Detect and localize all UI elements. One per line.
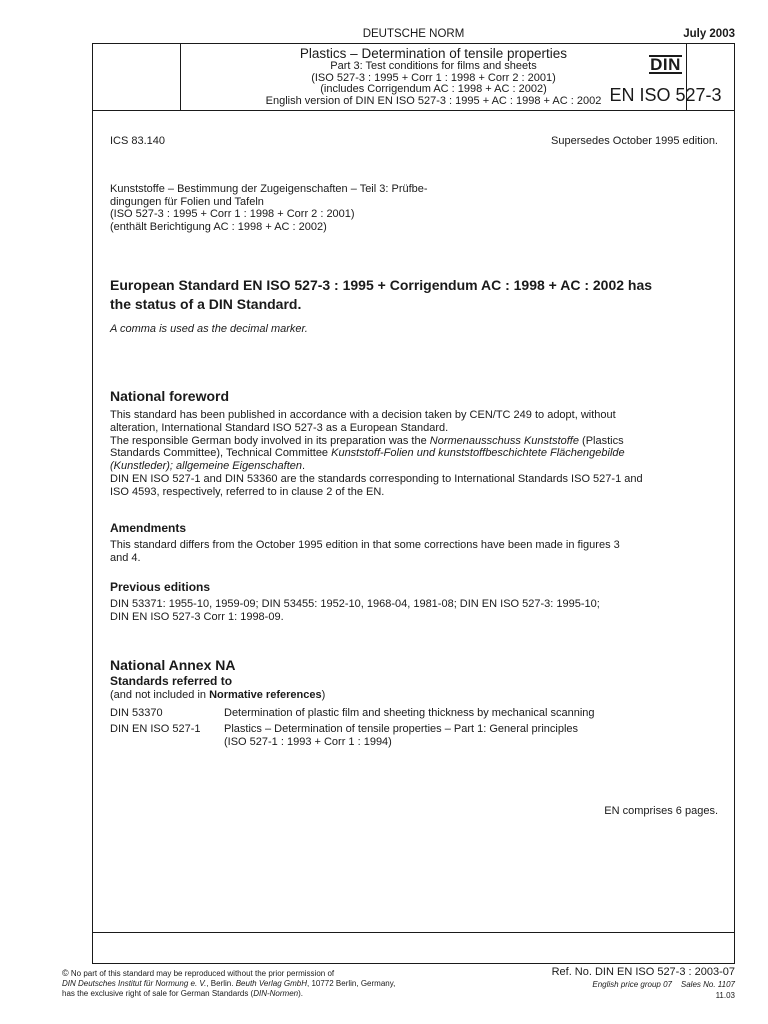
foreword-line: This standard has been published in accordance with a decision taken by CEN/TC 249 to adopt, without — [110, 409, 616, 421]
copyright-notice: © No part of this standard may be reproduced without the prior permission of DIN Deutsches Institut für Normung e. V., Berlin. Beuth Verlag GmbH, 10772 Berlin, Germany, has the exclusive right of sale for German Standards (DIN-Normen). — [62, 968, 396, 998]
previous-editions-line: DIN 53371: 1955-10, 1959-09; DIN 53455: 1952-10, 1968-04, 1981-08; DIN EN ISO 527-3: 1995-10; — [110, 598, 600, 610]
amendments-heading: Amendments — [110, 521, 187, 535]
issue-date: July 2003 — [683, 28, 735, 40]
foreword-line: alteration, International Standard ISO 527-3 as a European Standard. — [110, 421, 449, 434]
page-frame — [92, 43, 735, 964]
german-title-line: dingungen für Folien und Tafeln — [110, 195, 264, 208]
previous-editions-line: DIN EN ISO 527-3 Corr 1: 1998-09. — [110, 611, 284, 623]
page-count: EN comprises 6 pages. — [604, 805, 718, 817]
foreword-heading: National foreword — [110, 388, 230, 404]
german-title-line: Kunststoffe – Bestimmung der Zugeigenschaften – Teil 3: Prüfbe- — [110, 183, 428, 195]
print-code: 11.03 — [715, 991, 735, 1000]
footer-divider — [92, 932, 735, 933]
subtitle-line: (includes Corrigendum AC : 1998 + AC : 2002) — [320, 83, 547, 95]
foreword-line: The responsible German body involved in its preparation was the Normenausschuss Kunststoffe (Plastics — [110, 434, 624, 447]
price-sales-line — [592, 980, 735, 990]
ref-description: Plastics – Determination of tensile properties – Part 1: General principles (ISO 527-1 : 1993 + Corr 1 : 1994) — [224, 723, 579, 748]
norm-label: DEUTSCHE NORM — [362, 28, 465, 40]
subtitle-line: English version of DIN EN ISO 527-3 : 1995 + AC : 1998 + AC : 2002 — [265, 94, 602, 107]
annex-subheading: Standards referred to — [110, 674, 233, 688]
reference-number: Ref. No. DIN EN ISO 527-3 : 2003-07 — [551, 966, 735, 978]
german-title-line: (enthält Berichtigung AC : 1998 + AC : 2002) — [110, 220, 327, 233]
header-box — [92, 43, 735, 111]
ics-code: ICS 83.140 — [110, 135, 166, 147]
foreword-line: Standards Committee), Technical Committee Kunststoff-Folien und kunststoffbeschichtete Flächengebilde — [110, 447, 625, 460]
foreword-line: (Kunstleder); allgemeine Eigenschaften. — [110, 460, 306, 473]
ref-description: Determination of plastic film and sheeting thickness by mechanical scanning — [224, 707, 595, 719]
previous-editions-body — [110, 598, 600, 624]
decimal-note: A comma is used as the decimal marker. — [110, 323, 308, 335]
foreword-line: DIN EN ISO 527-1 and DIN 53360 are the standards corresponding to International Standards ISO 527-1 and — [110, 472, 643, 485]
document-title: Plastics – Determination of tensile properties — [299, 46, 568, 61]
amendments-line: This standard differs from the October 1995 edition in that some corrections have been made in figures 3 — [110, 539, 620, 551]
sales-number: Sales No. 1107 — [680, 980, 735, 989]
standard-number: EN ISO 527-3 — [609, 85, 722, 105]
status-statement — [110, 276, 718, 314]
din-logo: DIN — [650, 55, 681, 74]
header-left-cell — [92, 43, 181, 110]
foreword-body — [110, 409, 718, 499]
annex-heading: National Annex NA — [110, 657, 236, 673]
previous-editions-heading: Previous editions — [110, 580, 211, 594]
german-title — [110, 183, 428, 233]
price-group: English price group 07 — [592, 980, 672, 989]
amendments-body — [110, 539, 620, 565]
ref-code: DIN EN ISO 527-1 — [110, 723, 201, 735]
amendments-line: and 4. — [110, 552, 141, 564]
top-bar — [92, 28, 735, 44]
subtitle-line: (ISO 527-3 : 1995 + Corr 1 : 1998 + Corr 2 : 2001) — [311, 71, 556, 84]
ref-code: DIN 53370 — [110, 707, 163, 719]
status-line: the status of a DIN Standard. — [110, 296, 302, 312]
copyright-symbol: © — [62, 968, 69, 978]
foreword-line: ISO 4593, respectively, referred to in clause 2 of the EN. — [110, 485, 385, 498]
subtitle-line: Part 3: Test conditions for films and sheets — [330, 60, 537, 72]
annex-note: (and not included in Normative references) — [110, 689, 326, 701]
supersedes-note: Supersedes October 1995 edition. — [551, 135, 718, 147]
status-line: European Standard EN ISO 527-3 : 1995 + Corrigendum AC : 1998 + AC : 2002 has — [110, 277, 653, 293]
german-title-line: (ISO 527-3 : 1995 + Corr 1 : 1998 + Corr 2 : 2001) — [110, 208, 355, 220]
